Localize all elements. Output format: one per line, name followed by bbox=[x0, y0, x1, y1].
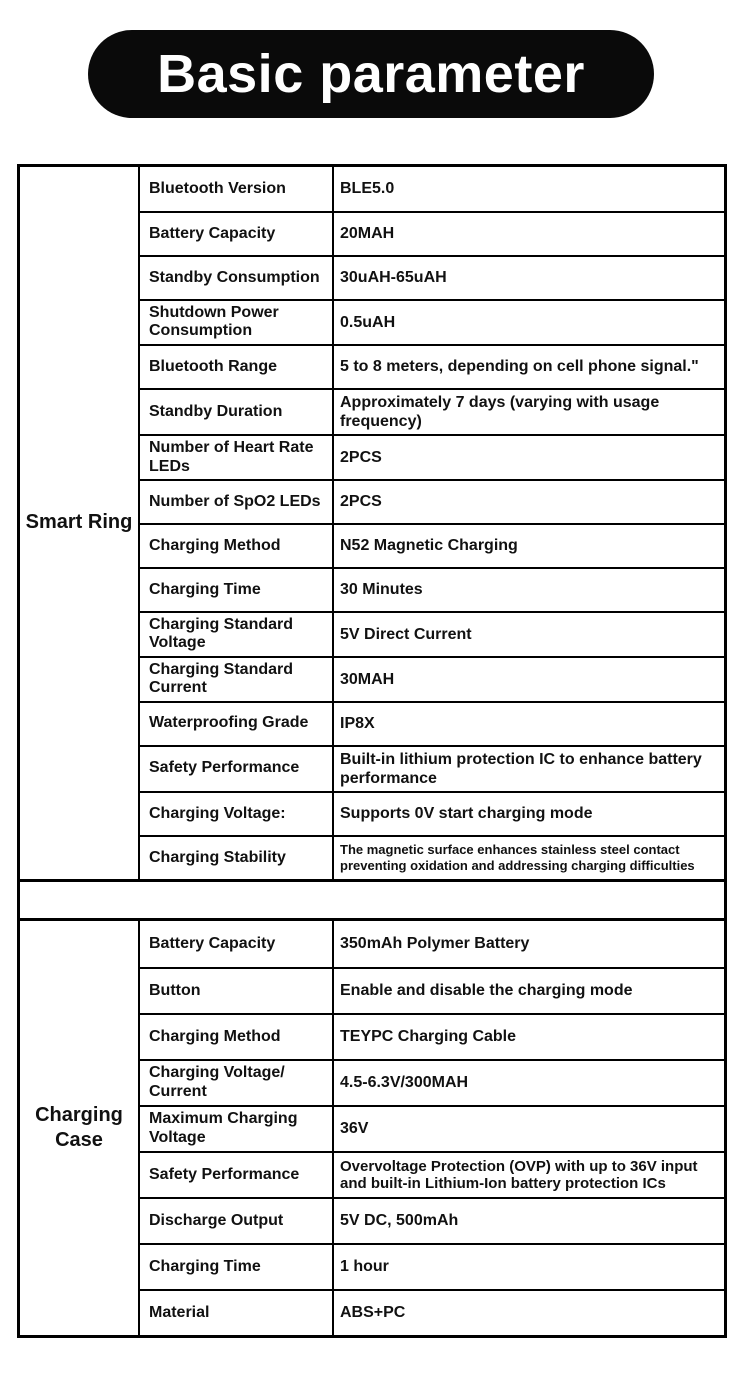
page-title: Basic parameter bbox=[157, 44, 585, 104]
spec-value: 0.5uAH bbox=[332, 299, 724, 344]
spec-key: Shutdown Power Consumption bbox=[138, 299, 332, 344]
spec-key: Standby Consumption bbox=[138, 255, 332, 299]
spec-value: 2PCS bbox=[332, 434, 724, 479]
spec-value: Built-in lithium protection IC to enhance battery performance bbox=[332, 745, 724, 791]
spec-value: 5V Direct Current bbox=[332, 611, 724, 656]
spec-key: Bluetooth Version bbox=[138, 167, 332, 211]
spec-key: Charging Time bbox=[138, 567, 332, 611]
spec-key: Safety Performance bbox=[138, 1151, 332, 1197]
spec-value: Overvoltage Protection (OVP) with up to 36V input and built-in Lithium-Ion battery protection ICs bbox=[332, 1151, 724, 1197]
spec-value: 30uAH-65uAH bbox=[332, 255, 724, 299]
spec-key: Number of Heart Rate LEDs bbox=[138, 434, 332, 479]
spec-key: Charging Voltage/ Current bbox=[138, 1059, 332, 1105]
spec-value: 36V bbox=[332, 1105, 724, 1151]
spec-value: N52 Magnetic Charging bbox=[332, 523, 724, 567]
spec-value: TEYPC Charging Cable bbox=[332, 1013, 724, 1059]
spec-value: 1 hour bbox=[332, 1243, 724, 1289]
spec-value: 5V DC, 500mAh bbox=[332, 1197, 724, 1243]
spec-value: ABS+PC bbox=[332, 1289, 724, 1335]
spec-key: Maximum Charging Voltage bbox=[138, 1105, 332, 1151]
section-label: Charging Case bbox=[35, 1103, 123, 1151]
spec-value: The magnetic surface enhances stainless steel contact preventing oxidation and addressing charging difficulties bbox=[332, 835, 724, 879]
charging-case-section bbox=[20, 921, 724, 1335]
spec-key: Charging Standard Voltage bbox=[138, 611, 332, 656]
spec-value: 350mAh Polymer Battery bbox=[332, 921, 724, 967]
spec-key: Number of SpO2 LEDs bbox=[138, 479, 332, 523]
spec-table bbox=[17, 164, 727, 1338]
smart-ring-section bbox=[20, 167, 724, 879]
spec-value: 2PCS bbox=[332, 479, 724, 523]
spec-key: Button bbox=[138, 967, 332, 1013]
spec-value: Approximately 7 days (varying with usage frequency) bbox=[332, 388, 724, 434]
spec-key: Material bbox=[138, 1289, 332, 1335]
spec-key: Charging Voltage: bbox=[138, 791, 332, 835]
spec-value: Enable and disable the charging mode bbox=[332, 967, 724, 1013]
title-banner bbox=[88, 30, 654, 118]
spec-value: 30 Minutes bbox=[332, 567, 724, 611]
spec-value: BLE5.0 bbox=[332, 167, 724, 211]
spec-key: Battery Capacity bbox=[138, 211, 332, 255]
spec-key: Charging Time bbox=[138, 1243, 332, 1289]
spec-key: Discharge Output bbox=[138, 1197, 332, 1243]
section-divider bbox=[20, 879, 724, 921]
spec-key: Charging Standard Current bbox=[138, 656, 332, 701]
section-label: Smart Ring bbox=[25, 511, 133, 534]
spec-value: IP8X bbox=[332, 701, 724, 745]
spec-value: 4.5-6.3V/300MAH bbox=[332, 1059, 724, 1105]
spec-key: Charging Method bbox=[138, 1013, 332, 1059]
spec-key: Battery Capacity bbox=[138, 921, 332, 967]
spec-value: 5 to 8 meters, depending on cell phone signal." bbox=[332, 344, 724, 388]
spec-key: Charging Method bbox=[138, 523, 332, 567]
spec-key: Safety Performance bbox=[138, 745, 332, 791]
spec-key: Standby Duration bbox=[138, 388, 332, 434]
spec-value: Supports 0V start charging mode bbox=[332, 791, 724, 835]
spec-key: Waterproofing Grade bbox=[138, 701, 332, 745]
spec-key: Charging Stability bbox=[138, 835, 332, 879]
spec-value: 20MAH bbox=[332, 211, 724, 255]
spec-value: 30MAH bbox=[332, 656, 724, 701]
spec-key: Bluetooth Range bbox=[138, 344, 332, 388]
